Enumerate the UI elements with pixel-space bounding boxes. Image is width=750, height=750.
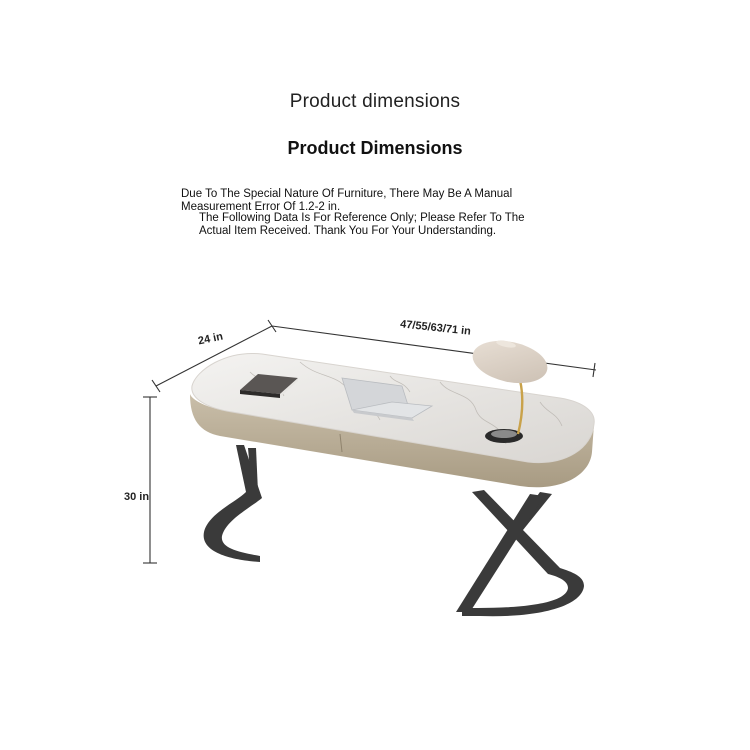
depth-tick-left: [152, 380, 160, 392]
reference-notice: The Following Data Is For Reference Only; Please Refer To The Actual Item Received. Thank You For Your Understanding.: [199, 212, 525, 237]
measurement-notice: Due To The Special Nature Of Furniture, There May Be A Manual Measurement Error Of 1.2-2 in.: [181, 188, 513, 213]
page-title: Product dimensions: [289, 91, 461, 112]
section-heading: Product Dimensions: [287, 138, 463, 158]
depth-label: 24 in: [197, 330, 225, 348]
height-label: 30 in: [124, 491, 150, 503]
width-label: 47/55/63/71 in: [399, 318, 472, 338]
